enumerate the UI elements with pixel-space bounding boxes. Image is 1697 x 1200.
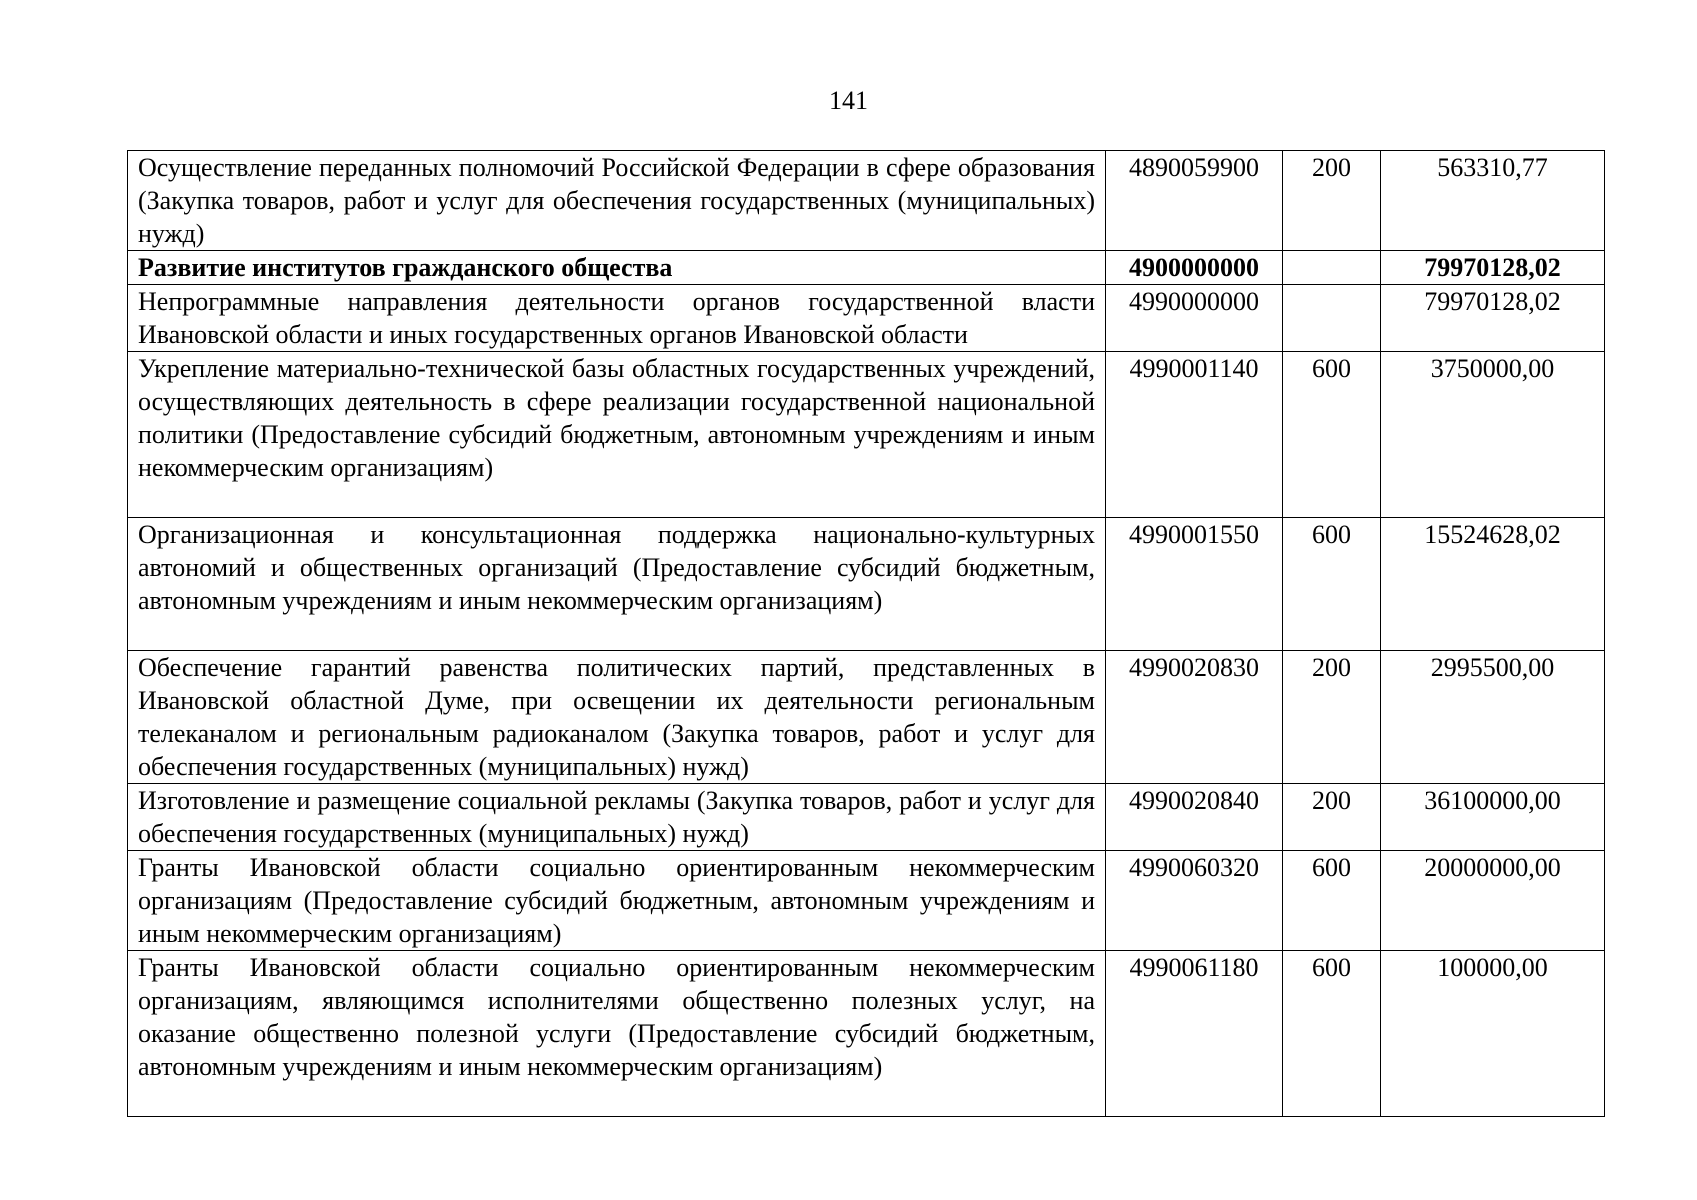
row-amount: 36100000,00 bbox=[1381, 784, 1605, 851]
row-description: Обеспечение гарантий равенства политических партий, представленных в Ивановской областной Думе, при освещении их деятельности региональным телеканалом и региональным радиоканалом (Закупка товаров, работ и услуг для обеспечения государственных (муниципальных) нужд) bbox=[128, 651, 1106, 784]
row-expense-type: 600 bbox=[1283, 518, 1381, 651]
table-row bbox=[128, 651, 1605, 784]
row-amount: 3750000,00 bbox=[1381, 352, 1605, 518]
row-amount: 79970128,02 bbox=[1381, 251, 1605, 285]
row-amount: 2995500,00 bbox=[1381, 651, 1605, 784]
row-description: Укрепление материально-технической базы областных государственных учреждений, осуществляющих деятельность в сфере реализации государственной национальной политики (Предоставление субсидий бюджетным, автономным учреждениям и иным некоммерческим организациям) bbox=[128, 352, 1106, 518]
budget-table bbox=[127, 150, 1605, 1117]
row-target-code: 4990020830 bbox=[1106, 651, 1283, 784]
table-row bbox=[128, 951, 1605, 1117]
row-amount: 563310,77 bbox=[1381, 151, 1605, 251]
row-amount: 15524628,02 bbox=[1381, 518, 1605, 651]
table-row bbox=[128, 784, 1605, 851]
row-expense-type: 600 bbox=[1283, 951, 1381, 1117]
table-row bbox=[128, 352, 1605, 518]
row-expense-type: 200 bbox=[1283, 151, 1381, 251]
row-description: Гранты Ивановской области социально ориентированным некоммерческим организациям (Предоставление субсидий бюджетным, автономным учреждениям и иным некоммерческим организациям) bbox=[128, 851, 1106, 951]
table-row bbox=[128, 285, 1605, 352]
table-row bbox=[128, 851, 1605, 951]
table-row bbox=[128, 251, 1605, 285]
row-expense-type: 200 bbox=[1283, 651, 1381, 784]
row-expense-type: 600 bbox=[1283, 851, 1381, 951]
row-amount: 79970128,02 bbox=[1381, 285, 1605, 352]
row-description: Осуществление переданных полномочий Российской Федерации в сфере образования (Закупка товаров, работ и услуг для обеспечения государственных (муниципальных) нужд) bbox=[128, 151, 1106, 251]
row-description: Развитие институтов гражданского общества bbox=[128, 251, 1106, 285]
page-number: 141 bbox=[829, 86, 868, 115]
row-target-code: 4900000000 bbox=[1106, 251, 1283, 285]
table-row bbox=[128, 151, 1605, 251]
row-description: Изготовление и размещение социальной рекламы (Закупка товаров, работ и услуг для обеспечения государственных (муниципальных) нужд) bbox=[128, 784, 1106, 851]
row-expense-type: 200 bbox=[1283, 784, 1381, 851]
row-amount: 20000000,00 bbox=[1381, 851, 1605, 951]
row-description: Гранты Ивановской области социально ориентированным некоммерческим организациям, являющимся исполнителями общественно полезных услуг, на оказание общественно полезной услуги (Предоставление субсидий бюджетным, автономным учреждениям и иным некоммерческим организациям) bbox=[128, 951, 1106, 1117]
row-target-code: 4990001550 bbox=[1106, 518, 1283, 651]
row-description: Организационная и консультационная поддержка национально-культурных автономий и общественных организаций (Предоставление субсидий бюджетным, автономным учреждениям и иным некоммерческим организациям) bbox=[128, 518, 1106, 651]
table-row bbox=[128, 518, 1605, 651]
row-amount: 100000,00 bbox=[1381, 951, 1605, 1117]
row-expense-type bbox=[1283, 251, 1381, 285]
row-description: Непрограммные направления деятельности органов государственной власти Ивановской области и иных государственных органов Ивановской области bbox=[128, 285, 1106, 352]
row-target-code: 4990020840 bbox=[1106, 784, 1283, 851]
row-target-code: 4990001140 bbox=[1106, 352, 1283, 518]
row-target-code: 4890059900 bbox=[1106, 151, 1283, 251]
row-target-code: 4990000000 bbox=[1106, 285, 1283, 352]
row-expense-type bbox=[1283, 285, 1381, 352]
row-target-code: 4990060320 bbox=[1106, 851, 1283, 951]
row-target-code: 4990061180 bbox=[1106, 951, 1283, 1117]
row-expense-type: 600 bbox=[1283, 352, 1381, 518]
